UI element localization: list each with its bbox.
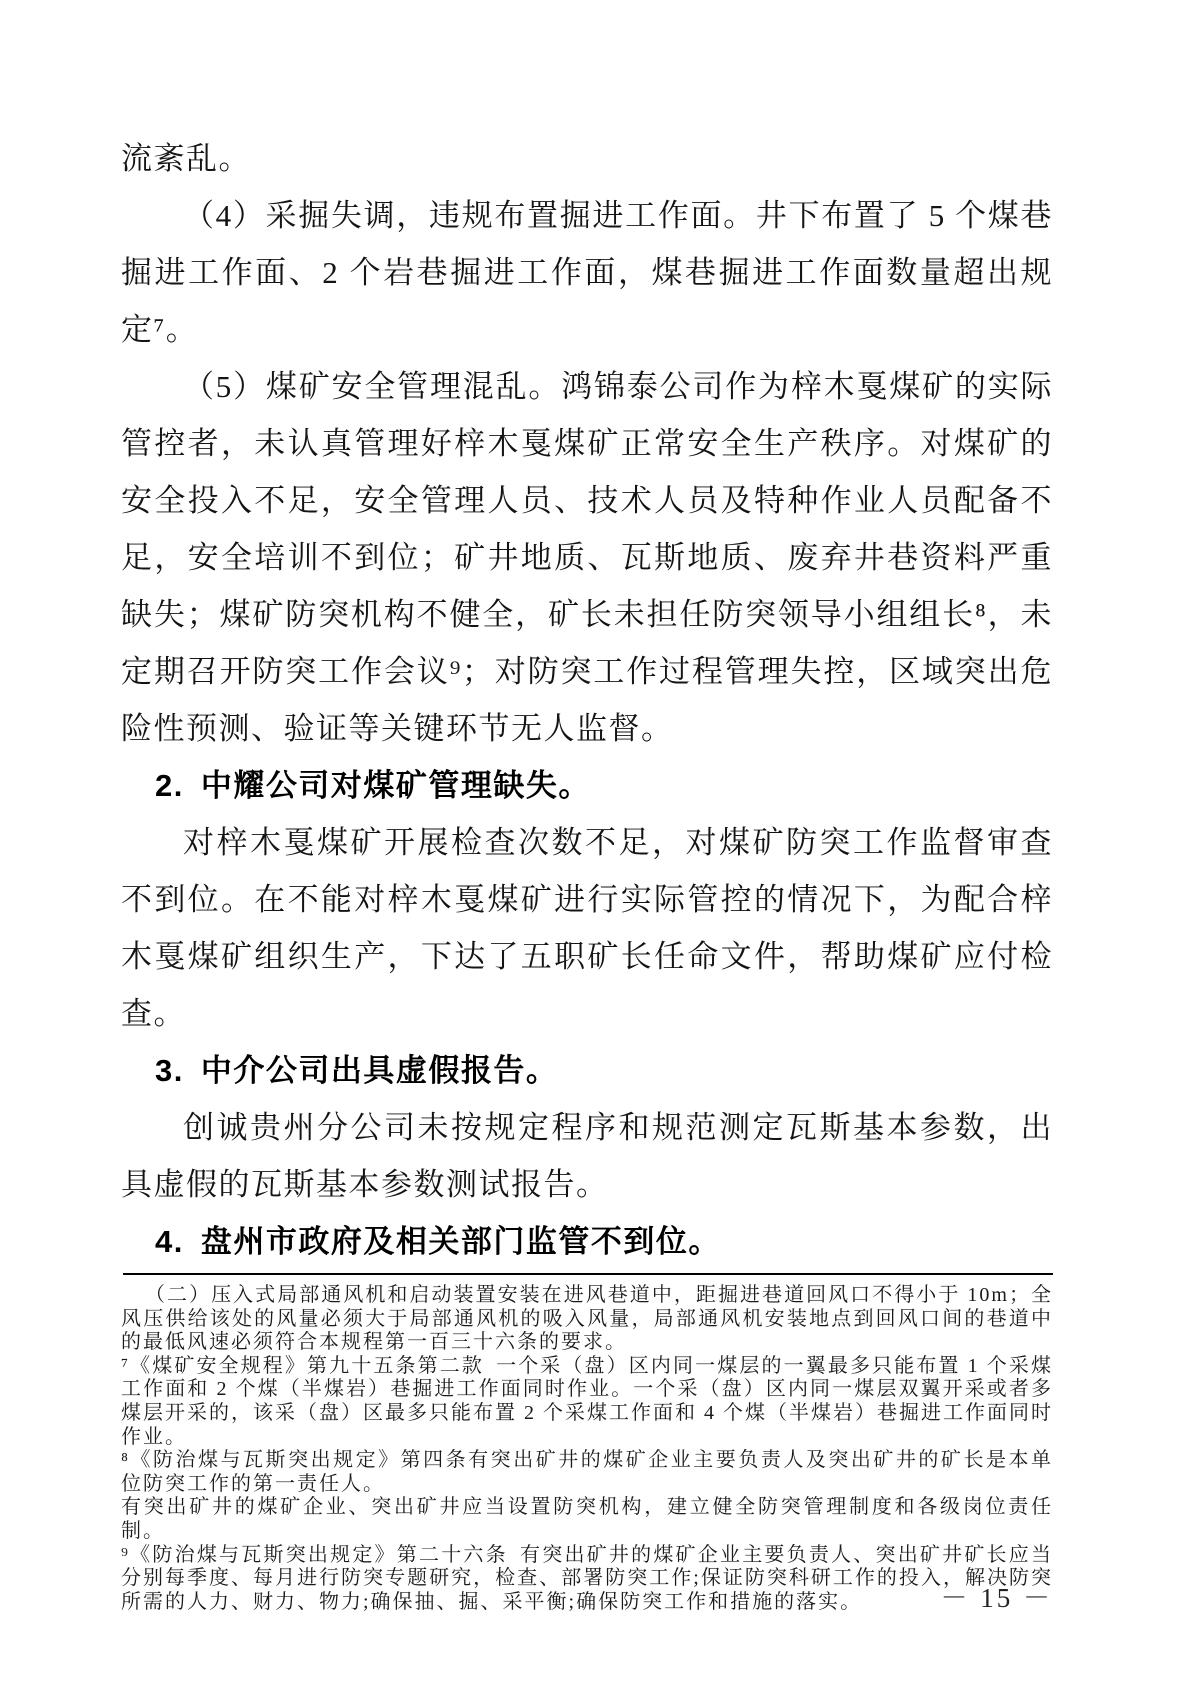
page-number: － 15 － <box>940 1583 1053 1613</box>
body-paragraph-item-4: （4）采掘失调，违规布置掘进工作面。井下布置了 5 个煤巷掘进工作面、2 个岩巷掘进工作面，煤巷掘进工作面数量超出规定⁷。 <box>121 198 1053 347</box>
footnote-9: ⁹《防治煤与瓦斯突出规定》第二十六条 有突出矿井的煤矿企业主要负责人、突出矿井矿长应当分别每季度、每月进行防突专题研究，检查、部署防突工作;保证防突科研工作的投入，解决防突所需的人力、财力、物力;确保抽、掘、采平衡;确保防突工作和措施的落实。 <box>121 1543 1053 1613</box>
body-paragraph-section-2: 对梓木戛煤矿开展检查次数不足，对煤矿防突工作监督审查不到位。在不能对梓木戛煤矿进行实际管控的情况下，为配合梓木戛煤矿组织生产，下达了五职矿长任命文件，帮助煤矿应付检查。 <box>121 825 1053 1031</box>
body-paragraph-item-5: （5）煤矿安全管理混乱。鸿锦泰公司作为梓木戛煤矿的实际管控者，未认真管理好梓木戛煤矿正常安全生产秩序。对煤矿的安全投入不足，安全管理人员、技术人员及特种作业人员配备不足，安全培训不到位；矿井地质、瓦斯地质、废弃井巷资料严重缺失；煤矿防突机构不健全，矿长未担任防突领导小组组长⁸，未定期召开防突工作会议⁹；对防突工作过程管理失控，区域突出危险性预测、验证等关键环节无人监督。 <box>121 369 1053 746</box>
footnote-7: ⁷《煤矿安全规程》第九十五条第二款 一个采（盘）区内同一煤层的一翼最多只能布置 1 个采煤工作面和 2 个煤（半煤岩）巷掘进工作面同时作业。一个采（盘）区内同一煤层双翼开采或者多煤层开采的，该采（盘）区最多只能布置 2 个采煤工作面和 4 个煤（半煤岩）巷掘进工作面同时作业。 <box>121 1354 1053 1448</box>
section-heading-2: 2. 中耀公司对煤矿管理缺失。 <box>155 768 591 803</box>
body-paragraph-section-3: 创诚贵州分公司未按规定程序和规范测定瓦斯基本参数，出具虚假的瓦斯基本参数测试报告。 <box>121 1110 1053 1202</box>
footnote-8-continued: 有突出矿井的煤矿企业、突出矿井应当设置防突机构，建立健全防突管理制度和各级岗位责任制。 <box>121 1496 1053 1542</box>
section-heading-4: 4. 盘州市政府及相关部门监管不到位。 <box>155 1224 721 1259</box>
section-heading-3: 3. 中介公司出具虚假报告。 <box>155 1053 559 1088</box>
footnote-8: ⁸《防治煤与瓦斯突出规定》第四条有突出矿井的煤矿企业主要负责人及突出矿井的矿长是本单位防突工作的第一责任人。 <box>121 1449 1053 1495</box>
footnotes-block <box>121 1284 1053 1614</box>
footnote-continuation: （二）压入式局部通风机和启动装置安装在进风巷道中，距掘进巷道回风口不得小于 10m；全风压供给该处的风量必须大于局部通风机的吸入风量，局部通风机安装地点到回风口间的巷道中的最低风速必须符合本规程第一百三十六条的要求。 <box>121 1284 1053 1354</box>
body-text-block <box>121 130 1053 1270</box>
body-paragraph-continuation: 流紊乱。 <box>121 141 251 176</box>
footnote-separator-rule <box>123 1273 1053 1275</box>
